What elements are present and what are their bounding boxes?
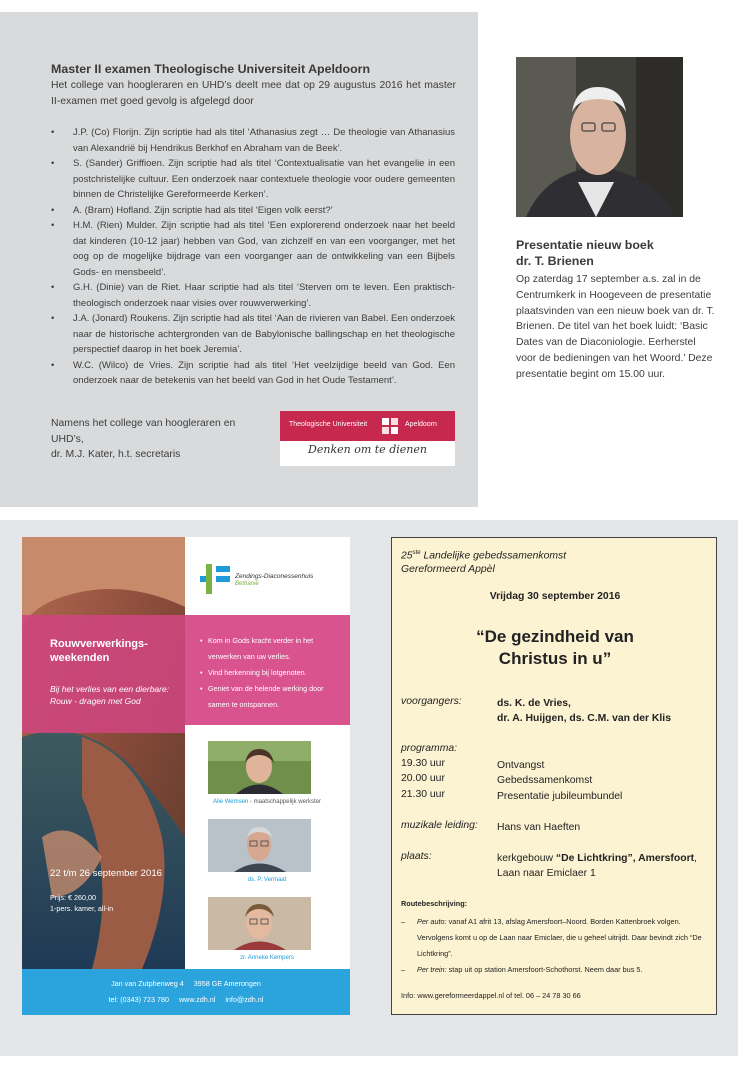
- muziek-label: muzikale leiding:: [401, 820, 478, 831]
- graduate-item: • A. (Bram) Hofland. Zijn scriptie had als titel ‘Eigen volk eerst?’: [51, 203, 455, 219]
- ad-footer-contact-line: [22, 992, 350, 1008]
- ad-footer-mail[interactable]: info@zdh.nl: [225, 995, 264, 1004]
- ad-footer-address: Jan van Zutphenweg 4: [111, 979, 184, 988]
- route-text: vanaf A1 afrit 13, afslag Amersfoort–Noord. Borden Kattenbroek volgen. Vervolgens komt u op de Laan naar Emiclaer, die u geheel uitrijdt. Daar bevindt zich “De Lichtkring”.: [417, 917, 702, 958]
- tua-logo: [280, 411, 455, 466]
- plaats-pre: kerkgebouw: [497, 853, 556, 864]
- staff-name: Alie Wemsen: [213, 799, 249, 805]
- portrait-photo: [516, 57, 683, 217]
- tua-logo-left-text: Theologische Universiteit: [289, 421, 368, 428]
- signature-name: dr. M.J. Kater, h.t. secretaris: [51, 449, 181, 460]
- ad-footer-city: 3958 GE Amerongen: [193, 979, 261, 988]
- ad-title: Rouwverwerkings-weekenden: [50, 638, 148, 664]
- plaats-post: ,: [694, 853, 697, 864]
- program-item: Presentatie jubileumbundel: [497, 791, 623, 802]
- tua-logo-right-text: Apeldoorn: [405, 421, 437, 428]
- graduate-list: [51, 125, 455, 389]
- program-time: 20.00 uur: [401, 773, 445, 784]
- zdh-logo-name: Zendings-Diaconessenhuis: [235, 573, 314, 580]
- ad-footer: [22, 969, 350, 1015]
- ad-bullet: • Kom in Gods kracht verder in het verwerken van uw verlies.: [200, 633, 340, 665]
- event-kicker-line2: Gereformeerd Appèl: [401, 564, 495, 576]
- event-kicker-number: 25: [401, 550, 413, 562]
- staff-photo: [208, 897, 311, 950]
- program-item: Ontvangst: [497, 760, 545, 771]
- plaats-venue: “De Lichtkring”, Amersfoort: [555, 853, 695, 864]
- graduate-item: • G.H. (Dinie) van de Riet. Haar scriptie had als titel ‘Sterven om te leven. Een praktisch-theologisch onderzoek naar visies over rouwverwerking’.: [51, 280, 455, 311]
- ad-pink-band-left: [22, 615, 185, 733]
- staff-name: zr. Anneke Kempers: [240, 955, 294, 961]
- voorganger-line: dr. A. Huijgen, ds. C.M. van der Klis: [497, 713, 671, 724]
- route-item: [401, 914, 711, 962]
- ad-subtitle: Bij het verlies van een dierbare: Rouw - dragen met God: [50, 684, 170, 706]
- route-title: Routebeschrijving:: [401, 899, 468, 908]
- ad-footer-web[interactable]: www.zdh.nl: [178, 995, 216, 1004]
- plaats-address: Laan naar Emiclaer 1: [497, 868, 596, 879]
- staff-name: ds. P. Vermaat: [247, 877, 287, 883]
- programma-label: programma:: [401, 743, 458, 754]
- ad-price-value: Prijs: € 260,00: [50, 893, 96, 902]
- zdh-advertisement: [22, 537, 350, 1015]
- event-announcement: [391, 537, 717, 1015]
- signature-line: Namens het college van hoogleraren en UHD’s,: [51, 418, 236, 445]
- route-item: [401, 962, 711, 978]
- event-kicker: [401, 546, 566, 577]
- book-body: Op zaterdag 17 september a.s. zal in de Centrumkerk in Hoogeveen de presentatie plaatsvinden van een nieuw boek van dr. T. Brienen. De titel van het boek luidt: ‘Basic Dates van de Diaconiologie. Eerherstel voor de bedieningen van het Woord.’ Deze presentatie begint om 15.00 uur.: [516, 274, 715, 380]
- staff-caption: [192, 955, 342, 961]
- book-heading: [516, 238, 706, 269]
- event-kicker-sup: ste: [412, 550, 421, 556]
- ad-footer-tel: tel: (0343) 723 780: [108, 995, 169, 1004]
- graduate-item: • S. (Sander) Griffioen. Zijn scriptie had als titel ‘Contextualisatie van het evangelie in een postchristelijke cultuur. Een onderzoek naar contextuele theologie voor oudere gemeenten binnen de Christelijke Gereformeerde Kerken’.: [51, 156, 455, 203]
- event-date: Vrijdag 30 september 2016: [489, 591, 621, 602]
- program-time: 19.30 uur: [401, 758, 445, 769]
- zdh-cross-icon: [198, 562, 234, 596]
- zdh-logo-sub: Bethanië: [235, 581, 259, 587]
- ad-price: [50, 892, 113, 914]
- route-text: stap uit op station Amersfoort-Schothorst. Neem daar bus 5.: [446, 965, 643, 974]
- cross-icon: [380, 416, 400, 436]
- event-kicker-line: [401, 546, 566, 563]
- route-mode: Per auto:: [417, 917, 447, 926]
- route-list: [401, 914, 711, 978]
- ad-bullet-list: [200, 633, 340, 713]
- event-theme: [392, 626, 718, 670]
- event-theme-line: “De gezindheid van: [476, 627, 634, 646]
- book-heading-line: Presentatie nieuw boek: [516, 238, 654, 252]
- program-time: 21.30 uur: [401, 789, 445, 800]
- plaats-line: [497, 851, 712, 866]
- event-theme-line: Christus in u”: [498, 649, 612, 668]
- event-info: Info: www.gereformeerdappel.nl of tel. 06 – 24 78 30 66: [401, 991, 581, 1000]
- staff-caption: [192, 799, 342, 805]
- voorgangers-label: voorgangers:: [401, 696, 462, 707]
- ad-bullet: • Geniet van de helende werking door samen te ontspannen.: [200, 681, 340, 713]
- ad-bullet: • Vind herkenning bij lotgenoten.: [200, 665, 340, 681]
- voorgangers-value: [497, 696, 671, 726]
- voorganger-line: ds. K. de Vries,: [497, 698, 571, 709]
- staff-photo: [208, 741, 311, 794]
- plaats-label: plaats:: [401, 851, 432, 862]
- graduate-item: • J.A. (Jonard) Roukens. Zijn scriptie had als titel ‘Aan de rivieren van Babel. Een onderzoek naar de historische achtergronden van de Babylonische ballingschap en het theologische perspectief daarop in het boek Jeremia’.: [51, 311, 455, 358]
- staff-role: - maatschappelijk werkster: [248, 799, 321, 805]
- exam-intro: Het college van hoogleraren en UHD’s deelt mee dat op 29 augustus 2016 het master II-examen met goed gevolg is afgelegd door: [51, 80, 456, 107]
- staff-photo: [208, 819, 311, 872]
- graduate-item: • W.C. (Wilco) de Vries. Zijn scriptie had als titel ‘Het veelzijdige beeld van God. Een onderzoek naar de betekenis van het beeld van God in het Oude Testament’.: [51, 358, 455, 389]
- exam-signature: [51, 416, 266, 463]
- ad-footer-address-line: [22, 976, 350, 992]
- route-mode: Per trein:: [417, 965, 447, 974]
- exam-title: Master II examen Theologische Universiteit Apeldoorn: [51, 62, 371, 76]
- tua-logo-slogan: Denken om te dienen: [308, 443, 427, 456]
- event-kicker-text: Landelijke gebedssamenkomst: [420, 550, 567, 562]
- graduate-item: • H.M. (Rien) Mulder. Zijn scriptie had als titel ‘Een explorerend onderzoek naar het beeld dat kinderen (10-12 jaar) hebben van God, van zichzelf en van een voorganger, met het oog op de mogelijke bijdrage van een voorganger aan de ontwikkeling van een Bijbels Gods- en mensbeeld’.: [51, 218, 455, 280]
- graduate-item: • J.P. (Co) Florijn. Zijn scriptie had als titel ‘Athanasius zegt … De theologie van Athanasius van Alexandrië bij Hendrikus Berkhof en Abraham van de Beek’.: [51, 125, 455, 156]
- staff-caption: [192, 877, 342, 883]
- tua-logo-bar: [280, 411, 455, 441]
- program-item: Gebedssamenkomst: [497, 775, 593, 786]
- zdh-logo: [198, 562, 338, 598]
- ad-date: 22 t/m 26 september 2016: [50, 868, 162, 879]
- ad-price-note: 1-pers. kamer, all-in: [50, 904, 114, 913]
- book-heading-line: dr. T. Brienen: [516, 253, 594, 268]
- muziek-value: Hans van Haeften: [497, 822, 581, 833]
- plaats-value: [497, 851, 712, 881]
